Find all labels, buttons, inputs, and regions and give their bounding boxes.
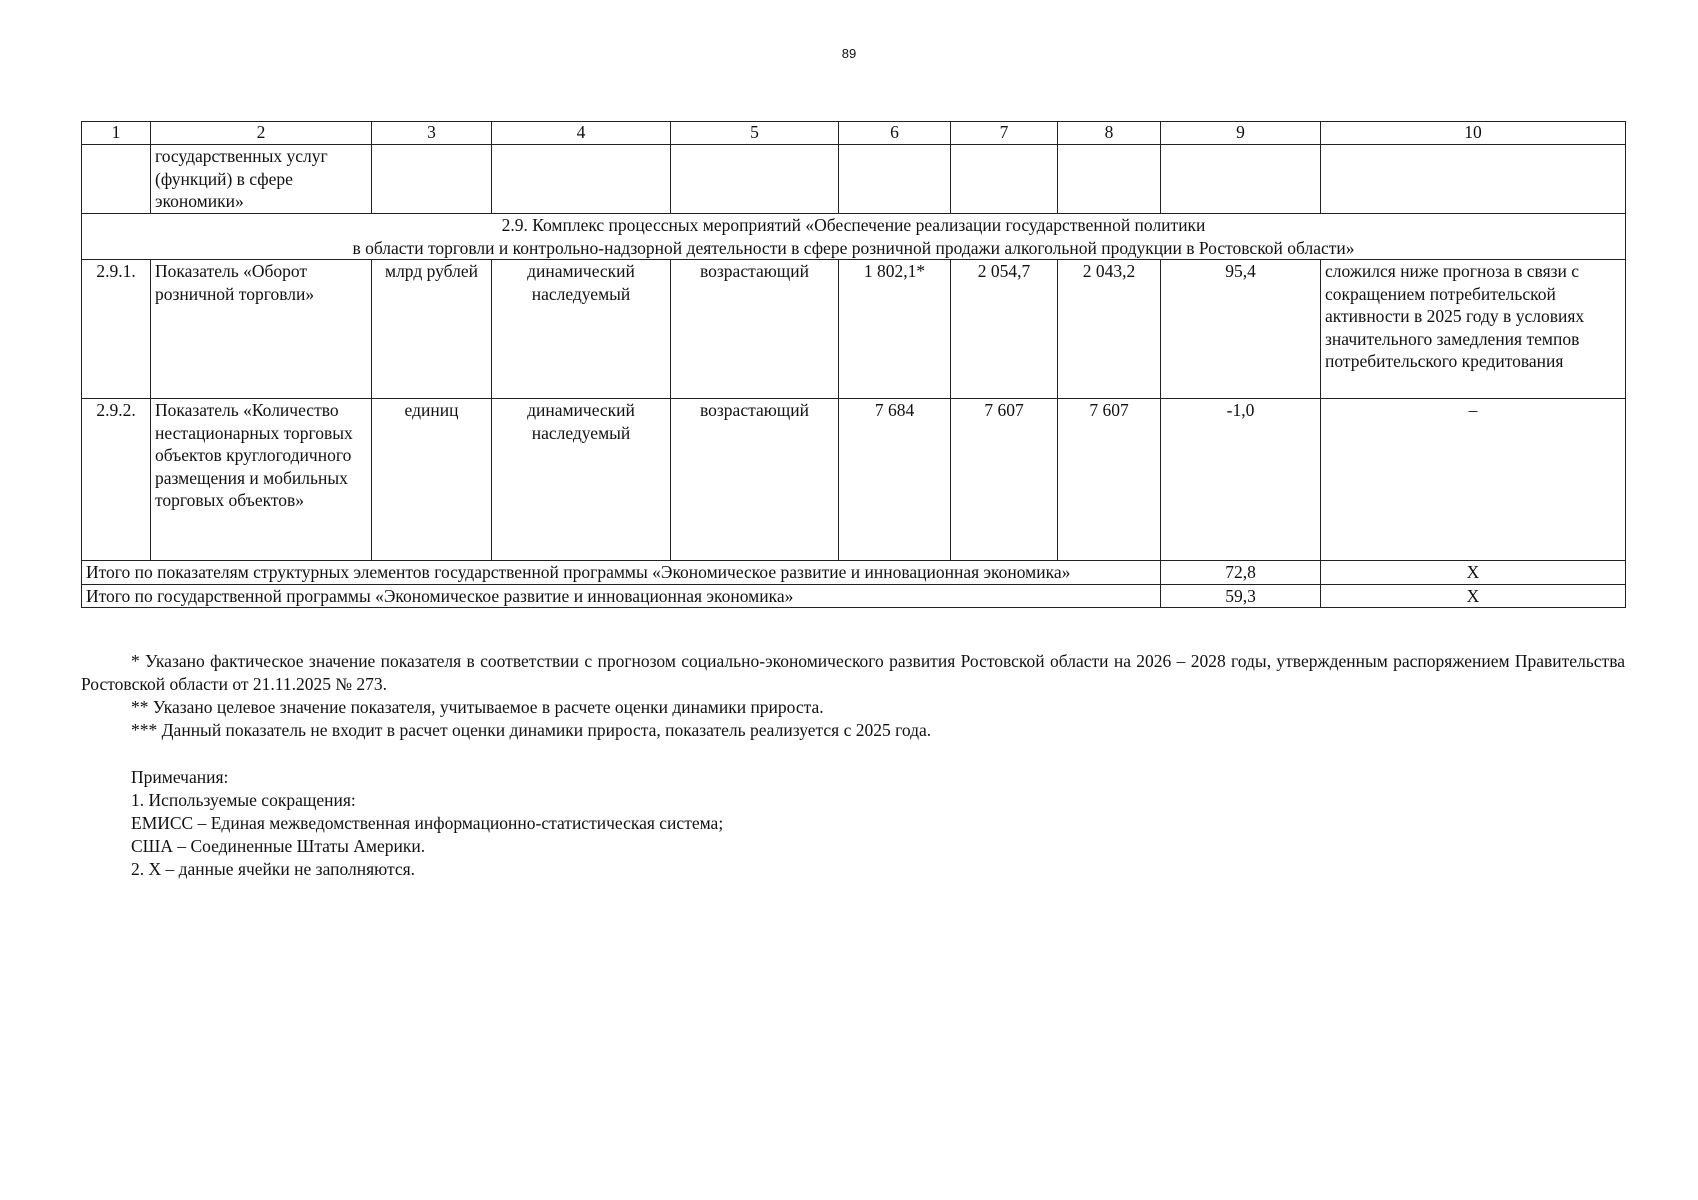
table-row-continuation xyxy=(82,145,1626,214)
value-cell: -1,0 xyxy=(1161,399,1321,561)
total-structural-label: Итого по показателям структурных элементов государственной программы «Экономическое развитие и инновационная экономика» xyxy=(82,561,1161,585)
table-row xyxy=(82,399,1626,561)
indicator-type-cell: динамический наследуемый xyxy=(492,260,671,399)
notes xyxy=(131,766,1131,881)
total-program-row xyxy=(82,584,1626,608)
column-header: 6 xyxy=(839,122,951,145)
table-header-row xyxy=(82,122,1626,145)
value-cell: 1 802,1* xyxy=(839,260,951,399)
indicators-table xyxy=(81,121,1626,608)
notes-abbreviation-1: ЕМИСС – Единая межведомственная информационно-статистическая система; xyxy=(131,813,724,833)
total-structural-value: 72,8 xyxy=(1161,561,1321,585)
section-title-line-1: 2.9. Комплекс процессных мероприятий «Обеспечение реализации государственной политики xyxy=(501,215,1206,235)
total-program-mark: Х xyxy=(1321,584,1626,608)
value-cell: 7 684 xyxy=(839,399,951,561)
indicator-name: Показатель «Оборот розничной торговли» xyxy=(151,260,372,399)
notes-abbreviation-2: США – Соединенные Штаты Америки. xyxy=(131,836,426,856)
value-cell: 2 043,2 xyxy=(1058,260,1161,399)
column-header: 4 xyxy=(492,122,671,145)
comment-cell: сложился ниже прогноза в связи с сокращением потребительской активности в 2025 году в условиях значительного замедления темпов потребительского кредитования xyxy=(1321,260,1626,399)
value-cell: 7 607 xyxy=(1058,399,1161,561)
table-row xyxy=(82,260,1626,399)
unit-cell: единиц xyxy=(372,399,492,561)
value-cell: 2 054,7 xyxy=(951,260,1058,399)
column-header: 7 xyxy=(951,122,1058,145)
column-header: 10 xyxy=(1321,122,1626,145)
value-cell: 7 607 xyxy=(951,399,1058,561)
direction-cell: возрастающий xyxy=(671,260,839,399)
total-program-label: Итого по государственной программы «Экономическое развитие и инновационная экономика» xyxy=(82,584,1161,608)
notes-item-1: 1. Используемые сокращения: xyxy=(131,790,356,810)
column-header: 3 xyxy=(372,122,492,145)
notes-item-2: 2. Х – данные ячейки не заполняются. xyxy=(131,859,416,879)
footnotes xyxy=(81,650,1625,742)
value-cell: 95,4 xyxy=(1161,260,1321,399)
section-title-line-2: в области торговли и контрольно-надзорной деятельности в сфере розничной продажи алкогольной продукции в Ростовской области» xyxy=(352,237,1355,258)
indicator-type-cell: динамический наследуемый xyxy=(492,399,671,561)
footnote-1: * Указано фактическое значение показателя в соответствии с прогнозом социально-экономического развития Ростовской области на 2026 – 2028 годы, утвержденным распоряжением Правительства Ростовской области от 21.11.2025 № 273. xyxy=(81,651,1625,694)
column-header: 8 xyxy=(1058,122,1161,145)
notes-title: Примечания: xyxy=(131,767,229,787)
indicator-name: Показатель «Количество нестационарных торговых объектов круглогодичного размещения и мобильных торговых объектов» xyxy=(151,399,372,561)
column-header: 2 xyxy=(151,122,372,145)
row-number: 2.9.2. xyxy=(82,399,151,561)
footnote-2: ** Указано целевое значение показателя, учитываемое в расчете оценки динамики прироста. xyxy=(131,697,824,717)
row-number: 2.9.1. xyxy=(82,260,151,399)
total-program-value: 59,3 xyxy=(1161,584,1321,608)
direction-cell: возрастающий xyxy=(671,399,839,561)
total-structural-row xyxy=(82,561,1626,585)
page-number: 89 xyxy=(841,46,857,61)
column-header: 1 xyxy=(82,122,151,145)
unit-cell: млрд рублей xyxy=(372,260,492,399)
column-header: 9 xyxy=(1161,122,1321,145)
comment-cell: – xyxy=(1321,399,1626,561)
footnote-3: *** Данный показатель не входит в расчет оценки динамики прироста, показатель реализуется с 2025 года. xyxy=(131,720,932,740)
section-heading-row xyxy=(82,214,1626,260)
indicator-name-continuation: государственных услуг (функций) в сфере экономики» xyxy=(151,145,372,214)
total-structural-mark: Х xyxy=(1321,561,1626,585)
column-header: 5 xyxy=(671,122,839,145)
